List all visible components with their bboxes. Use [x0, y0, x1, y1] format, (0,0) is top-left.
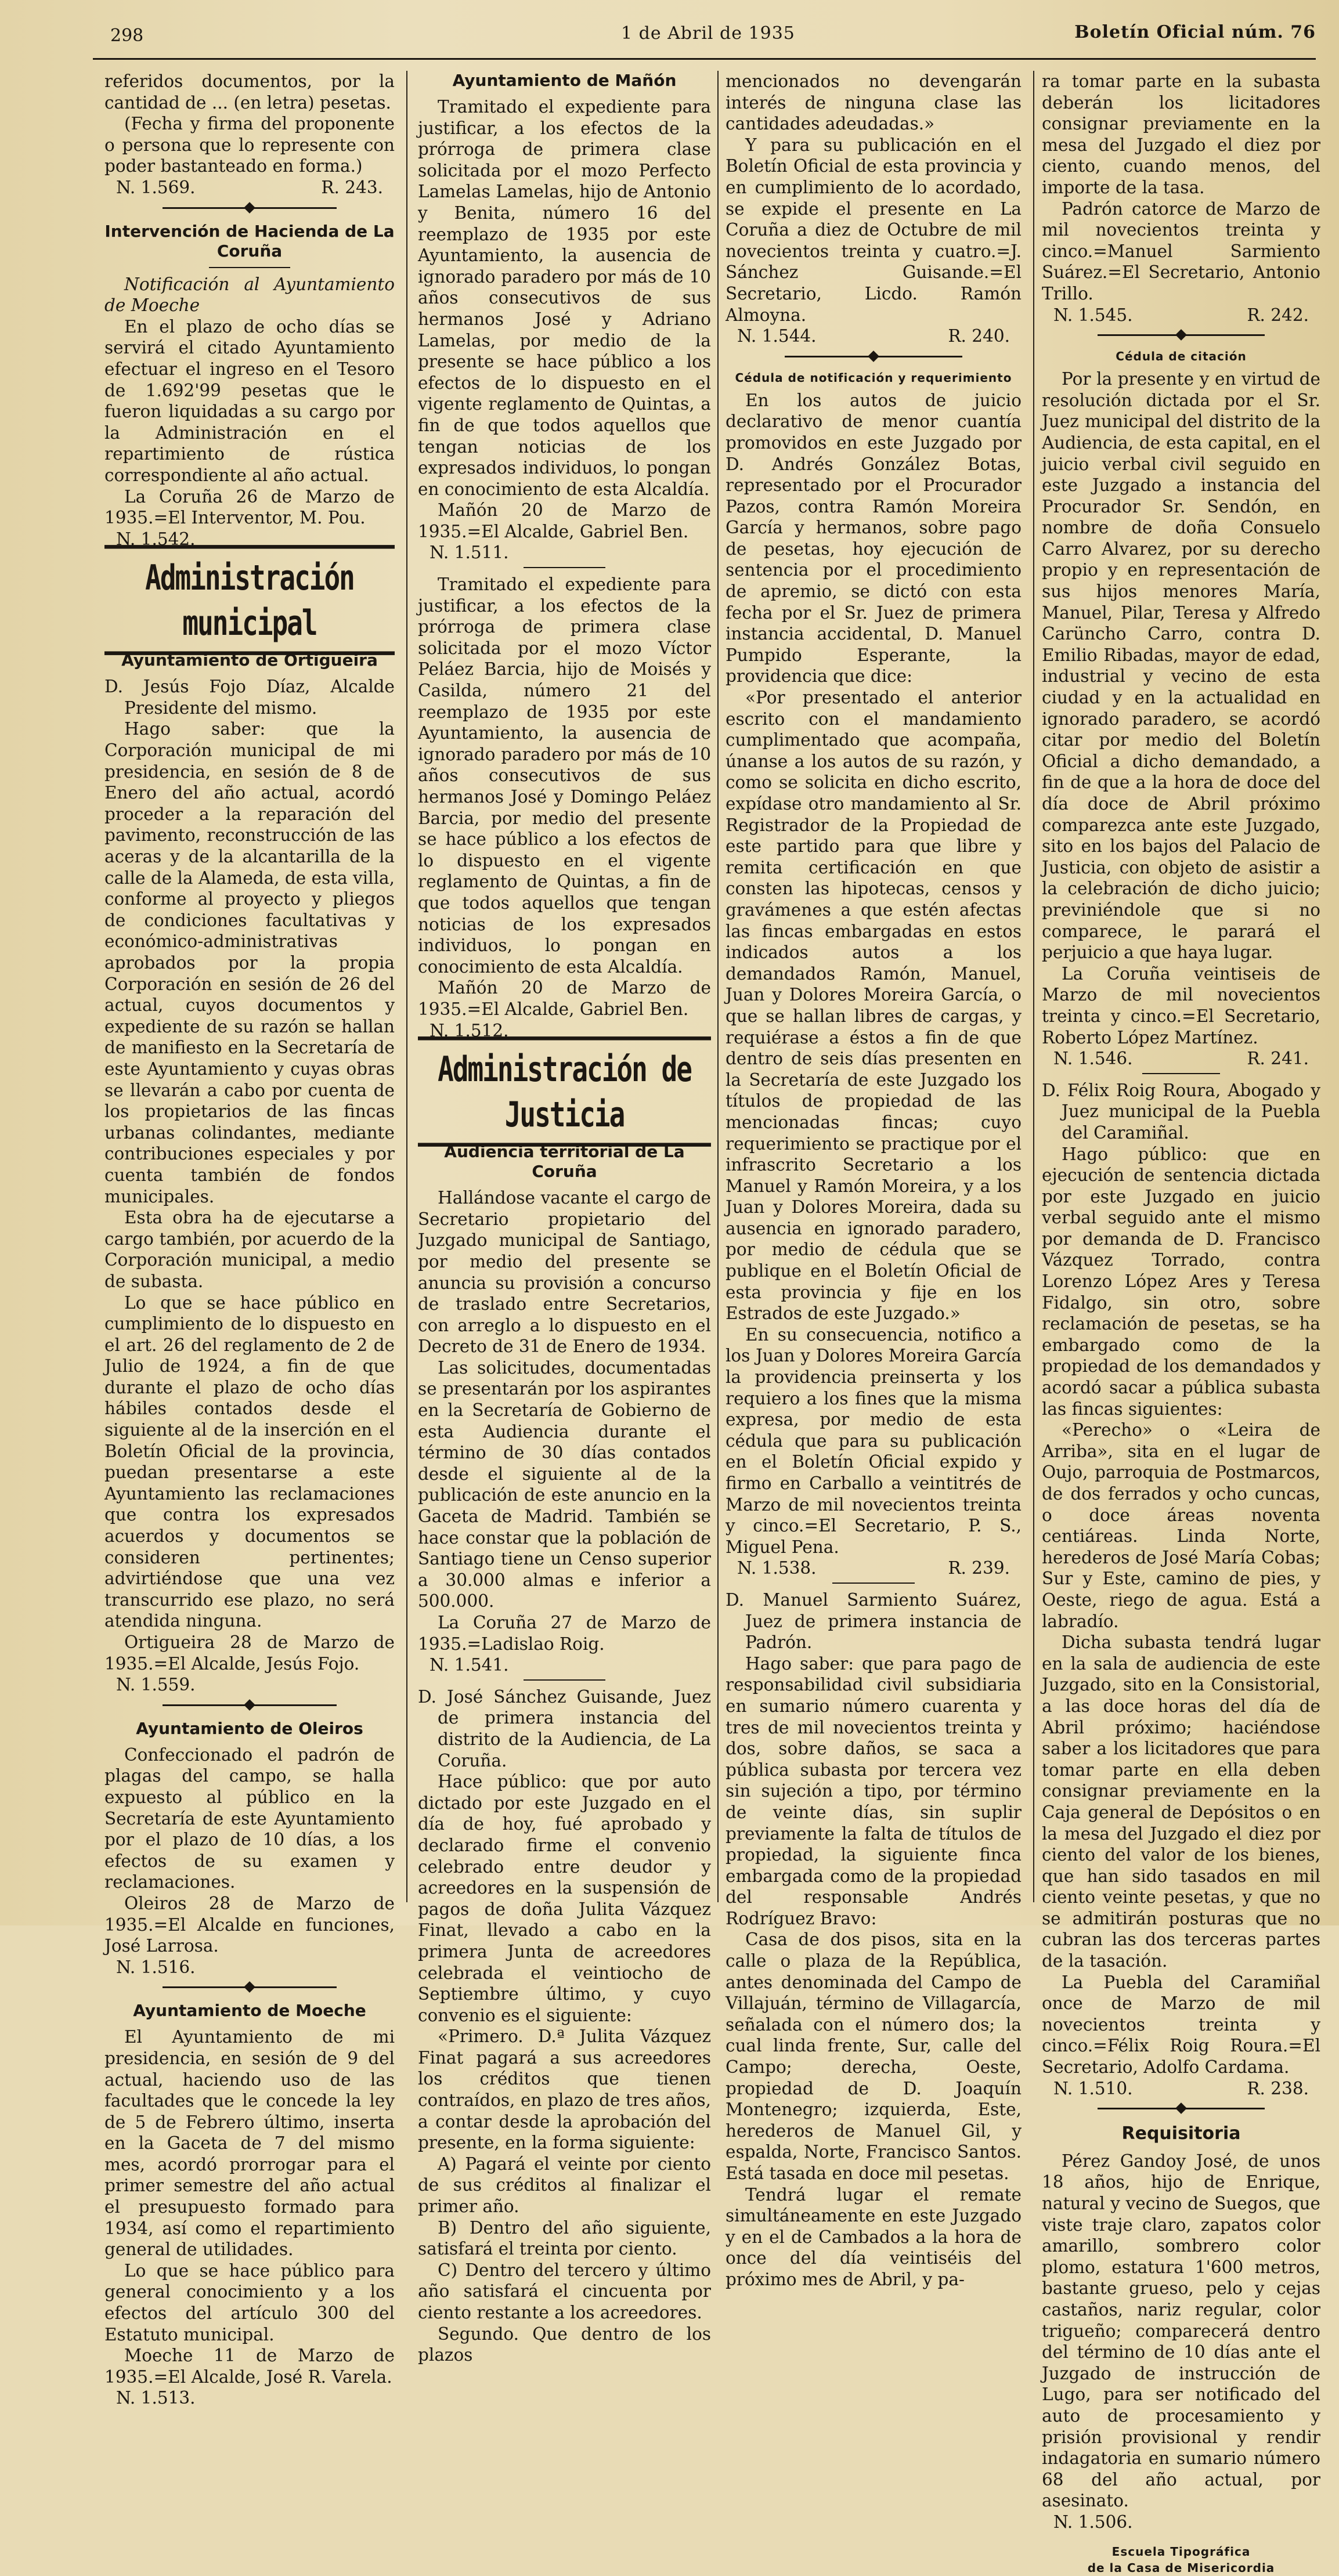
notice-id: N. 1.544.	[737, 326, 817, 346]
notice-number	[1042, 2078, 1320, 2100]
paragraph: A) Pagará el veinte por ciento de sus créditos al finalizar el primer año.	[418, 2154, 711, 2217]
notice-id: N. 1.516.	[116, 1957, 196, 1977]
short-rule	[832, 1583, 915, 1584]
paragraph: «Primero. D.ª Julita Vázquez Finat pagará a sus acreedores los créditos que tienen contraídos, en plazo de tres años, a contar desde la aprobación del presente, en la forma siguiente:	[418, 2026, 711, 2153]
notice-number	[104, 2387, 395, 2409]
registry-id: R. 243.	[321, 177, 383, 197]
section-heading: Requisitoria	[1121, 2123, 1241, 2144]
paragraph: mencionados no devengarán interés de ninguna clase las cantidades adeudadas.»	[726, 71, 1022, 134]
paragraph: D. Manuel Sarmiento Suárez, Juez de primera instancia de Padrón.	[726, 1589, 1022, 1653]
notice-id: N. 1.538.	[737, 1558, 817, 1578]
paragraph: Mañón 20 de Marzo de 1935.=El Alcalde, Gabriel Ben.	[418, 500, 711, 541]
notice-id: N. 1.569.	[116, 177, 196, 197]
notice-number	[104, 177, 395, 198]
short-rule	[209, 267, 290, 268]
notice-id: N. 1.559.	[116, 1675, 196, 1695]
column-divider	[717, 71, 719, 1902]
notice-id: N. 1.506.	[1053, 2512, 1133, 2532]
paragraph: D. Jesús Fojo Díaz, Alcalde Presidente del mismo.	[104, 677, 395, 718]
header-rule	[93, 58, 1316, 60]
column-3	[726, 71, 1022, 2289]
column-divider	[1033, 71, 1034, 1902]
paragraph: Confeccionado el padrón de plagas del campo, se halla expuesto al público en la Secretaría de este Ayuntamiento por el plazo de 10 días, a los efectos de su examen y reclamaciones.	[104, 1744, 395, 1892]
paragraph: Hace público: que por auto dictado por este Juzgado en el día de hoy, fué aprobado y declarado firme el convenio celebrado entre deudor y acreedores en la suspensión de pagos de doña Julita Vázquez Finat, llevado a cabo en la primera Junta de acreedores celebrada el veintiocho de Septiembre último, y cuyo convenio es el siguiente:	[418, 1772, 711, 2025]
section-heading: Ayuntamiento de Moeche	[133, 2001, 366, 2021]
registry-id: R. 238.	[1247, 2078, 1309, 2098]
paragraph: Casa de dos pisos, sita en la calle o plaza de la República, antes denominada del Campo de Villajuán, término de Villagarcía, señalada con el número dos; la cual linda frente, Sur, calle del Campo; derecha, Oeste, propiedad de D. Joaquín Montenegro; izquierda, Este, herederos de Manuel Gil, y espalda, Norte, Francisco Santos. Está tasada en doce mil pesetas.	[726, 1930, 1022, 2183]
paragraph: C) Dentro del tercero y último año satisfará el cincuenta por ciento restante a los acreedores.	[418, 2260, 711, 2322]
registry-id: R. 240.	[948, 326, 1010, 346]
paragraph: Tramitado el expediente para justificar, a los efectos de la prórroga de primera clase solicitada por el mozo Víctor Peláez Barcia, hijo de Moisés y Casilda, número 21 del reemplazo de 1935 por este Ayuntamiento, la ausencia de ignorado paradero por más de 10 años consecutivos de sus hermanos José y Domingo Peláez Barcia, por medio del presente se hace público a los efectos de lo dispuesto en el vigente reglamento de Quintas, a fin de que todos aquellos que tengan noticias de los expresados individuos, lo pongan en conocimiento de esta Alcaldía.	[418, 575, 711, 977]
paragraph: Tramitado el expediente para justificar, a los efectos de la prórroga de primera clase solicitada por el mozo Perfecto Lamelas Lamelas, hijo de Antonio y Benita, número 16 del reemplazo de 1935 por este Ayuntamiento, la ausencia de ignorado paradero por más de 10 años consecutivos de sus hermanos José y Adriano Lamelas, por medio de la presente se hace público a los efectos de lo dispuesto en el vigente reglamento de Quintas, a fin de que todos aquellos que tengan noticias de los expresados individuos, lo pongan en conocimiento de esta Alcaldía.	[418, 97, 711, 499]
notice-number	[1042, 1048, 1320, 1070]
paragraph: Oleiros 28 de Marzo de 1935.=El Alcalde en funciones, José Larrosa.	[104, 1893, 395, 1956]
paragraph: La Puebla del Caramiñal once de Marzo de mil novecientos treinta y cinco.=Félix Roig Roura.=El Secretario, Adolfo Cardama.	[1042, 1972, 1320, 2078]
paragraph: ra tomar parte en la subasta deberán los licitadores consignar previamente en la mesa del Juzgado el diez por ciento, cuando menos, del importe de la tasa.	[1042, 71, 1320, 197]
section-heading: Cédula de citación	[1116, 349, 1247, 364]
paragraph: En los autos de juicio declarativo de menor cuantía promovidos en este Juzgado por D. Andrés González Botas, representado por el Procurador Pazos, contra Ramón Moreira García y hermanos, sobre pago de pesetas, hoy ejecución de sentencia por el procedimiento de apremio, se dictó con esta fecha por el Sr. Juez de primera instancia accidental, D. Manuel Pumpido Esperante, la providencia que dice:	[726, 390, 1022, 687]
paragraph: La Coruña 27 de Marzo de 1935.=Ladislao Roig.	[418, 1613, 711, 1654]
paragraph: Hago saber: que para pago de responsabilidad civil subsidiaria en sumario número cuarenta y tres de mil novecientos treinta y dos, sobre daños, se saca a pública subasta por tercera vez sin sujeción a tipo, por término de veinte días, sin suplir previamente la falta de títulos de propiedad, la siguiente finca embargada como de la propiedad del responsable Andrés Rodríguez Bravo:	[726, 1653, 1022, 1928]
paragraph: Hago saber: que la Corporación municipal de mi presidencia, en sesión de 8 de Enero del año actual, acordó proceder a la reparación del pavimento, reconstrucción de las aceras y de la alcantarilla de la calle de la Alameda, de esta villa, conforme al proyecto y pliegos de condiciones facultativas y económico-administrativas aprobados por la propia Corporación en sesión de 26 del actual, cuyos documentos y expediente de su razón se hallan de manifiesto en la Secretaría de este Ayuntamiento y cuyas obras se llevarán a cabo por cuenta de los propietarios de las fincas urbanas colindantes, mediante contribuciones especiales y por cuenta también de fondos municipales.	[104, 719, 395, 1206]
notice-id: N. 1.513.	[116, 2388, 196, 2408]
short-rule	[524, 1679, 605, 1681]
notice-number	[104, 1957, 395, 1978]
paragraph: Hago público: que en ejecución de sentencia dictada por este Juzgado en juicio verbal seguido ante el mismo por demanda de D. Francisco Vázquez Torrado, contra Lorenzo López Ares y Teresa Fidalgo, sin otro, sobre reclamación de pesetas, se ha embargado como de la propiedad de los demandados y acordó sacar a pública subasta las fincas siguientes:	[1042, 1144, 1320, 1419]
section-heading: Audiencia territorial de La Coruña	[444, 1142, 685, 1182]
paragraph: Segundo. Que dentro de los plazos	[418, 2324, 711, 2365]
printer-imprint	[1042, 2544, 1320, 2576]
notice-number	[104, 1674, 395, 1696]
paragraph: En su consecuencia, notifico a los Juan y Dolores Moreira García la providencia preinserta y los requiero a los fines que la misma expresa, por medio de esta cédula que para su publicación en el Boletín Oficial expido y firmo en Carballo a veintitrés de Marzo de mil novecientos treinta y cinco.=El Secretario, P. S., Miguel Pena.	[726, 1324, 1022, 1557]
ornament-divider	[785, 351, 962, 362]
paragraph: D. Félix Roig Roura, Abogado y Juez municipal de la Puebla del Caramiñal.	[1042, 1080, 1320, 1143]
page-header	[110, 22, 1316, 51]
column-1	[104, 71, 395, 2408]
paragraph: Dicha subasta tendrá lugar en la sala de audiencia de este Juzgado, sito en la Consistorial, a las doce horas del día de Abril próximo; haciéndose saber a los licitadores que para tomar parte en ella deben consignar previamente en la Caja general de Depósitos o en la mesa del Juzgado el diez por ciento del valor de los bienes, que han sido tasados en mil ciento veinte pesetas, y que no se admitirán posturas que no cubran las dos terceras partes de la tasación.	[1042, 1632, 1320, 1971]
notice-id: N. 1.545.	[1053, 305, 1133, 325]
section-banner: Administración municipal	[104, 545, 395, 655]
imprint-line: de la Casa de Misericordia	[1087, 2560, 1275, 2575]
paragraph: (Fecha y firma del proponente o persona que lo represente con poder bastanteado en forma.)	[104, 114, 395, 176]
ornament-divider	[1098, 2102, 1265, 2114]
paragraph: Ortigueira 28 de Marzo de 1935.=El Alcalde, Jesús Fojo.	[104, 1632, 395, 1674]
notice-id: N. 1.512.	[430, 1020, 509, 1040]
notice-number	[1042, 305, 1320, 326]
section-heading: Ayuntamiento de Oleiros	[136, 1718, 363, 1738]
ornament-divider	[163, 1699, 337, 1711]
paragraph: Y para su publicación en el Boletín Oficial de esta provincia y en cumplimiento de lo acordado, se expide el presente en La Coruña a diez de Octubre de mil novecientos treinta y cuatro.=J. Sánchez Guisande.=El Secretario, Licdo. Ramón Almoyna.	[726, 135, 1022, 325]
paragraph: B) Dentro del año siguiente, satisfará el treinta por ciento.	[418, 2217, 711, 2259]
paragraph: Por la presente y en virtud de resolución dictada por el Sr. Juez municipal del distrito de la Audiencia, de esta capital, en el juicio verbal civil seguido en este Juzgado a instancia del Procurador Sr. Sendón, en nombre de doña Consuelo Carro Alvarez, por su derecho propio y en representación de sus hijos menores María, Manuel, Pilar, Teresa y Alfredo Carüncho Carro, contra D. Emilio Ribadas, mayor de edad, industrial y vecino de esta ciudad y en la actualidad en ignorado paradero, se acordó citar por medio del Boletín Oficial a dicho demandado, a fin de que a la hora de doce del día doce de Abril próximo comparezca ante este Juzgado, sito en los bajos del Palacio de Justicia, con objeto de asistir a la celebración de dicho juicio; previniéndole que si no comparece, le parará el perjuicio a que haya lugar.	[1042, 369, 1320, 963]
notice-id: N. 1.546.	[1053, 1049, 1133, 1069]
notice-number	[418, 542, 711, 563]
notice-number	[726, 1558, 1022, 1579]
column-2	[418, 71, 711, 2365]
notice-id: N. 1.510.	[1053, 2078, 1133, 2098]
notice-id: N. 1.511.	[430, 543, 509, 563]
paragraph: referidos documentos, por la cantidad de ... (en letra) pesetas.	[104, 71, 395, 113]
paragraph: «Por presentado el anterior escrito con el mandamiento cumplimentado que acompaña, únanse a los autos de su razón, y como se solicita en dicho escrito, expídase otro mandamiento al Sr. Registrador de la Propiedad de este partido para que libre y remita certificación en que consten las hipotecas, censos y gravámenes a que estén afectas las fincas embargadas en estos indicados autos a los demandados Ramón, Manuel, Juan y Dolores Moreira García, o que se hallan libres de cargas, y requiérase a éstos a fin de que dentro de seis días presenten en la Secretaría de este Juzgado los títulos de propiedad de las mencionadas fincas; cuyo requerimiento se practique por el infrascrito Secretario a los Manuel y Ramón Moreira, y a los Juan y Dolores Moreira, dada su ausencia en ignorado paradero, por medio de cédula que se publique en el Boletín Oficial de esta provincia y fije en los Estrados de este Juzgado.»	[726, 688, 1022, 1324]
paragraph: Moeche 11 de Marzo de 1935.=El Alcalde, José R. Varela.	[104, 2346, 395, 2387]
paragraph: Padrón catorce de Marzo de mil novecientos treinta y cinco.=Manuel Sarmiento Suárez.=El Secretario, Antonio Trillo.	[1042, 198, 1320, 304]
paragraph: Las solicitudes, documentadas se presentarán por los aspirantes en la Secretaría de Gobierno de esta Audiencia durante el término de 30 días contados desde el siguiente al de la publicación de este anuncio en la Gaceta de Madrid. También se hace constar que la población de Santiago tiene un Censo superior a 30.000 almas e inferior a 500.000.	[418, 1357, 711, 1612]
notice-id: N. 1.542.	[116, 529, 196, 549]
short-rule	[1142, 1073, 1220, 1074]
paragraph: El Ayuntamiento de mi presidencia, en sesión de 9 del actual, haciendo uso de las facultades que le concede la ley de 5 de Febrero último, inserta en la Gaceta de 7 del mismo mes, acordó prorrogar para el primer semestre del año actual el presupuesto formado para 1934, así como el repartimiento general de utilidades.	[104, 2027, 395, 2260]
ornament-divider	[163, 1981, 337, 1993]
registry-id: R. 241.	[1247, 1049, 1309, 1069]
registry-id: R. 239.	[948, 1558, 1010, 1578]
paragraph: Lo que se hace público en cumplimiento de lo dispuesto en el art. 26 del reglamento de 2 de Julio de 1924, a fin de que durante el plazo de ocho días hábiles contados desde el siguiente al de la inserción en el Boletín Oficial de la provincia, puedan presentarse a este Ayuntamiento las reclamaciones que contra los expresados acuerdos y documentos se consideren pertinentes; advirtiéndose que una vez transcurrido ese plazo, no será atendida ninguna.	[104, 1292, 395, 1631]
paragraph: En el plazo de ocho días se servirá el citado Ayuntamiento efectuar el ingreso en el Tesoro de 1.692'99 pesetas que le fueron liquidadas a su cargo por la Administración en el repartimiento de rústica correspondiente al año actual.	[104, 316, 395, 485]
section-heading: Ayuntamiento de Ortigueira	[121, 651, 378, 670]
section-heading: Cédula de notificación y requerimiento	[735, 370, 1012, 385]
column-divider	[406, 71, 407, 1902]
ornament-divider	[1098, 329, 1265, 341]
ornament-divider	[163, 202, 337, 214]
paragraph: Mañón 20 de Marzo de 1935.=El Alcalde, Gabriel Ben.	[418, 978, 711, 1019]
notice-number	[1042, 2512, 1320, 2533]
page-number: 298	[110, 26, 144, 46]
publication-title: Boletín Oficial núm. 76	[1074, 22, 1316, 42]
paragraph: Tendrá lugar el remate simultáneamente en este Juzgado y en el de Cambados a la hora de once del día veintiséis del próximo mes de Abril, y pa-	[726, 2184, 1022, 2289]
paragraph: Hallándose vacante el cargo de Secretario propietario del Juzgado municipal de Santiago, por medio del presente se anuncia su provisión a concurso de traslado entre Secretarios, con arreglo a lo dispuesto en el Decreto de 31 de Enero de 1934.	[418, 1188, 711, 1357]
notice-number	[418, 1654, 711, 1676]
notice-id: N. 1.541.	[430, 1655, 509, 1675]
imprint-line: Escuela Tipográfica	[1111, 2544, 1251, 2559]
paragraph: La Coruña 26 de Marzo de 1935.=El Interventor, M. Pou.	[104, 486, 395, 528]
subheading: Notificación al Ayuntamiento de Moeche	[104, 274, 395, 316]
section-heading: Ayuntamiento de Mañón	[452, 71, 677, 90]
paragraph: D. José Sánchez Guisande, Juez de primera instancia del distrito de la Audiencia, de La Coruña.	[418, 1686, 711, 1771]
section-banner: Administración de Justicia	[418, 1036, 711, 1147]
issue-date: 1 de Abril de 1935	[621, 23, 795, 44]
registry-id: R. 242.	[1247, 305, 1309, 325]
notice-number	[726, 326, 1022, 347]
paragraph: «Perecho» o «Leira de Arriba», sita en el lugar de Oujo, parroquia de Postmarcos, de dos ferrados y ocho cuncas, o doce áreas noventa centiáreas. Linda Norte, herederos de José María Cobas; Sur y Este, camino de pies, y Oeste, riego de agua. Está a labradío.	[1042, 1420, 1320, 1631]
column-4	[1042, 71, 1320, 2575]
section-heading: Intervención de Hacienda de La Coruña	[104, 221, 395, 261]
short-rule	[524, 567, 605, 568]
paragraph: La Coruña veintiseis de Marzo de mil novecientos treinta y cinco.=El Secretario, Roberto López Martínez.	[1042, 963, 1320, 1047]
paragraph: Esta obra ha de ejecutarse a cargo también, por acuerdo de la Corporación municipal, a medio de subasta.	[104, 1208, 395, 1291]
paragraph: Lo que se hace público para general conocimiento y a los efectos del artículo 300 del Estatuto municipal.	[104, 2260, 395, 2344]
paragraph: Pérez Gandoy José, de unos 18 años, hijo de Enrique, natural y vecino de Suegos, que viste traje claro, zapatos color amarillo, sombrero color plomo, estatura 1'600 metros, bastante grueso, pelo y cejas castaños, nariz regular, color trigueño; comparecerá dentro del término de 10 días ante el Juzgado de instrucción de Lugo, para ser notificado del auto de procesamiento y prisión provisional y rendir indagatoria en sumario número 68 del año actual, por asesinato.	[1042, 2151, 1320, 2511]
